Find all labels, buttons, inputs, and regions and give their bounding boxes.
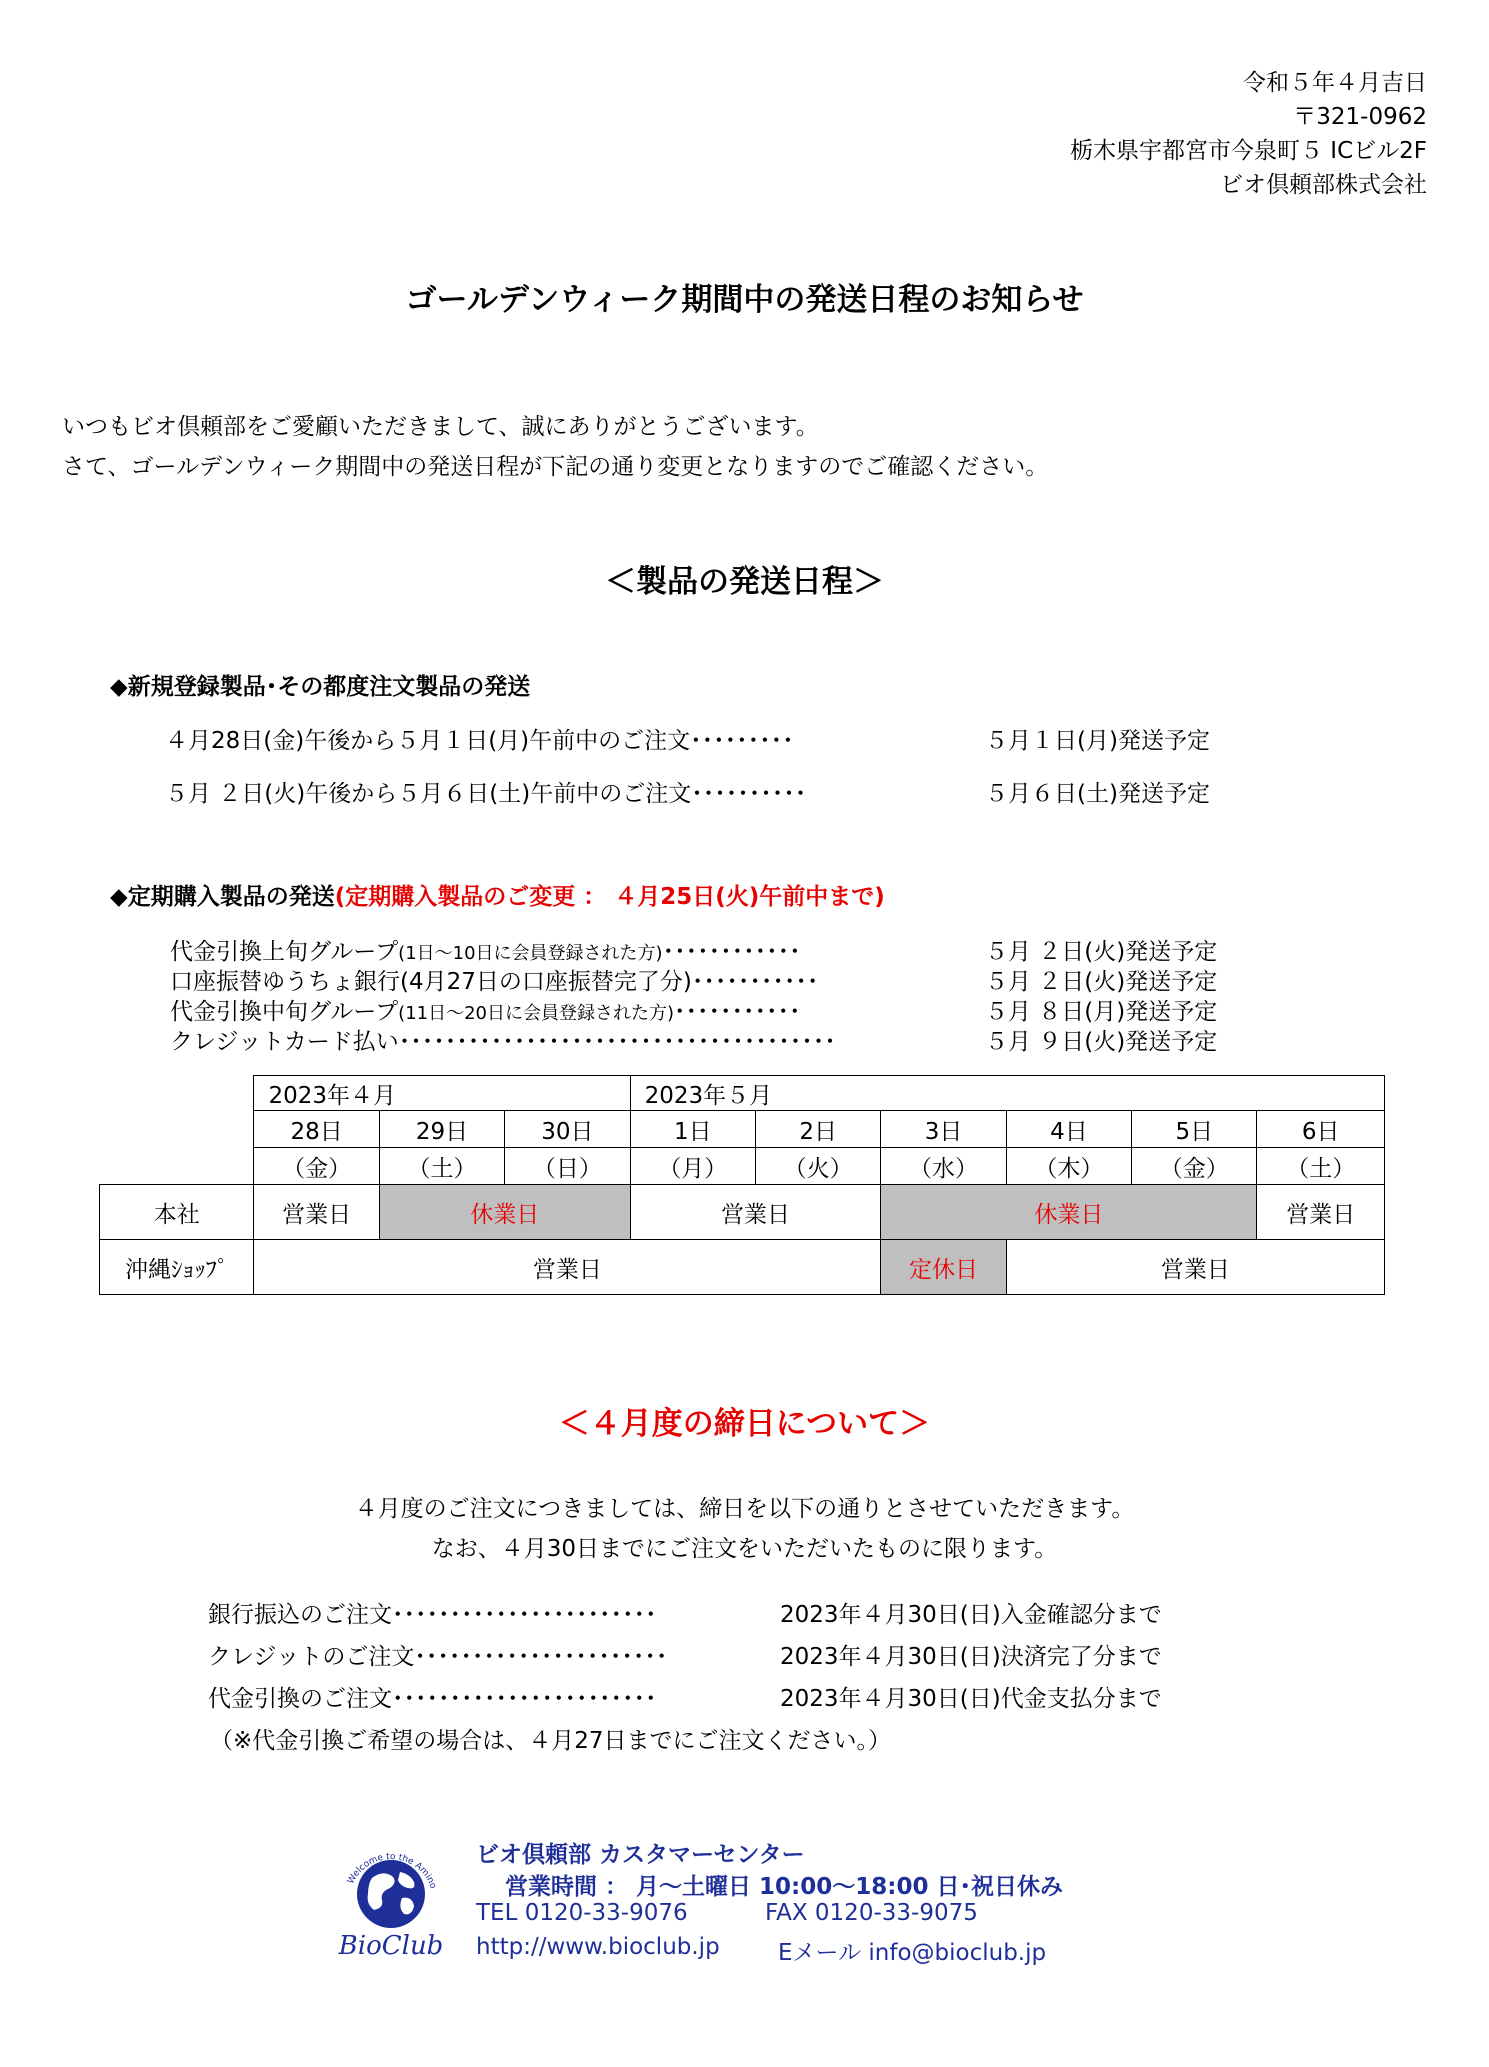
- subscription-change-deadline: (定期購入製品のご変更 ： ４月25日(火)午前中まで): [334, 884, 885, 910]
- month-april: 2023年４月: [254, 1076, 630, 1111]
- subscription-note: (1日～10日に会員登録された方): [398, 943, 663, 964]
- subscription-line-1: [170, 933, 801, 966]
- closing-bank-label: 銀行振込のご注文･･･････････････････････: [208, 1602, 657, 1628]
- weekday-cell: （土）: [1257, 1148, 1385, 1185]
- bioclub-logo: [320, 1836, 462, 1962]
- day-cell: 29日: [379, 1111, 504, 1148]
- status-closed: 休業日: [379, 1185, 630, 1240]
- fax-number: FAX 0120-33-9075: [765, 1900, 978, 1926]
- weekday-cell: （金）: [254, 1148, 379, 1185]
- closing-bank-deadline: 2023年４月30日(日)入金確認分まで: [780, 1602, 1162, 1628]
- weekday-cell: （木）: [1006, 1148, 1131, 1185]
- calendar-corner: [100, 1148, 254, 1185]
- calendar-month-row: [100, 1076, 1385, 1111]
- leader-dots: ･･･････････: [691, 969, 819, 995]
- leader-dots: ･･･････････: [674, 999, 801, 1025]
- day-cell: 1日: [630, 1111, 755, 1148]
- month-may: 2023年５月: [630, 1076, 1384, 1111]
- new-orders-ship-2: ５月６日(土)発送予定: [985, 781, 1210, 807]
- issue-date: 令和５年４月吉日: [1243, 70, 1427, 96]
- new-orders-ship-1: ５月１日(月)発送予定: [985, 728, 1210, 754]
- closing-intro-2: なお、４月30日までにご注文をいただいたものに限ります。: [431, 1536, 1058, 1562]
- leader-dots: ･･････････････････････････････････････: [398, 1029, 836, 1055]
- subscription-ship-2: ５月 ２日(火)発送予定: [985, 969, 1218, 995]
- status-regular-holiday: 定休日: [881, 1240, 1006, 1295]
- subscription-heading: ◆定期購入製品の発送: [110, 884, 335, 910]
- closing-section-title: ＜４月度の締日について＞: [558, 1406, 931, 1442]
- calendar-corner: [100, 1111, 254, 1148]
- row-label-okinawa-shop: 沖縄ｼｮｯﾌﾟ: [100, 1240, 254, 1295]
- calendar-row-okinawa-shop: [100, 1240, 1385, 1295]
- subscription-heading-row: [110, 878, 885, 911]
- day-cell: 28日: [254, 1111, 379, 1148]
- postal-code: 〒321-0962: [1293, 104, 1427, 130]
- status-open: 営業日: [1257, 1185, 1385, 1240]
- weekday-cell: （金）: [1132, 1148, 1257, 1185]
- subscription-line-3: [170, 993, 801, 1026]
- status-open: 営業日: [1006, 1240, 1384, 1295]
- calendar-corner: [100, 1076, 254, 1111]
- phone-number: TEL 0120-33-9076: [476, 1900, 688, 1926]
- day-cell: 6日: [1257, 1111, 1385, 1148]
- subscription-line-4: [170, 1023, 836, 1056]
- calendar-day-row: [100, 1111, 1385, 1148]
- weekday-cell: （火）: [755, 1148, 880, 1185]
- subscription-label: クレジットカード払い: [170, 1029, 399, 1055]
- document-title: ゴールデンウィーク期間中の発送日程のお知らせ: [405, 282, 1084, 318]
- product-section-title: ＜製品の発送日程＞: [605, 564, 884, 600]
- calendar-row-headquarters: [100, 1185, 1385, 1240]
- leader-dots: ････････････: [662, 939, 801, 965]
- business-hours: 営業時間 ： 月～土曜日 10:00～18:00 日･祝日休み: [505, 1874, 1063, 1900]
- weekday-cell: （月）: [630, 1148, 755, 1185]
- subscription-label: 代金引換中旬グループ: [170, 999, 399, 1025]
- new-orders-heading: ◆新規登録製品･その都度注文製品の発送: [110, 674, 531, 700]
- row-label-headquarters: 本社: [100, 1185, 254, 1240]
- subscription-label: 代金引換上旬グループ: [170, 939, 399, 965]
- status-open: 営業日: [254, 1240, 881, 1295]
- subscription-ship-4: ５月 ９日(火)発送予定: [985, 1029, 1218, 1055]
- subscription-line-2: [170, 963, 818, 996]
- logo-wordmark: BioClub: [338, 1931, 444, 1961]
- logo-tagline: Welcome to the Amino: [346, 1852, 438, 1891]
- closing-note: （※代金引換ご希望の場合は、４月27日までにご注文ください。）: [210, 1728, 892, 1754]
- status-open: 営業日: [630, 1185, 881, 1240]
- address: 栃木県宇都宮市今泉町５ ICビル2F: [1069, 138, 1427, 164]
- subscription-ship-3: ５月 ８日(月)発送予定: [985, 999, 1218, 1025]
- calendar-weekday-row: [100, 1148, 1385, 1185]
- weekday-cell: （土）: [379, 1148, 504, 1185]
- day-cell: 30日: [505, 1111, 630, 1148]
- intro-line-2: さて、ゴールデンウィーク期間中の発送日程が下記の通り変更となりますのでご確認ください。: [62, 454, 1049, 480]
- weekday-cell: （日）: [505, 1148, 630, 1185]
- website-link[interactable]: http://www.bioclub.jp: [476, 1934, 720, 1960]
- status-closed: 休業日: [881, 1185, 1257, 1240]
- email-link[interactable]: Eメール info@bioclub.jp: [778, 1940, 1047, 1966]
- day-cell: 3日: [881, 1111, 1006, 1148]
- day-cell: 2日: [755, 1111, 880, 1148]
- closing-credit-deadline: 2023年４月30日(日)決済完了分まで: [780, 1644, 1162, 1670]
- sender-block: [1070, 66, 1427, 202]
- subscription-ship-1: ５月 ２日(火)発送予定: [985, 939, 1218, 965]
- company-name: ビオ倶頼部株式会社: [1220, 172, 1427, 198]
- new-orders-period-1: ４月28日(金)午後から５月１日(月)午前中のご注文･････････: [165, 728, 794, 754]
- closing-credit-label: クレジットのご注文･･････････････････････: [208, 1644, 668, 1670]
- status-open: 営業日: [254, 1185, 379, 1240]
- closing-intro-1: ４月度のご注文につきましては、締日を以下の通りとさせていただきます。: [354, 1496, 1135, 1522]
- subscription-label: 口座振替ゆうちょ銀行(4月27日の口座振替完了分): [170, 969, 692, 995]
- day-cell: 4日: [1006, 1111, 1131, 1148]
- globe-logo-icon: [320, 1836, 462, 1962]
- weekday-cell: （水）: [881, 1148, 1006, 1185]
- intro-line-1: いつもビオ倶頼部をご愛顧いただきまして、誠にありがとうございます。: [62, 414, 819, 440]
- subscription-note: (11日～20日に会員登録された方): [398, 1003, 675, 1024]
- day-cell: 5日: [1132, 1111, 1257, 1148]
- closing-cod-deadline: 2023年４月30日(日)代金支払分まで: [780, 1686, 1162, 1712]
- closing-cod-label: 代金引換のご注文･･･････････････････････: [208, 1686, 657, 1712]
- business-calendar: [99, 1075, 1385, 1295]
- new-orders-period-2: ５月 ２日(火)午後から５月６日(土)午前中のご注文･･････････: [165, 781, 807, 807]
- customer-center-name: ビオ倶頼部 カスタマーセンター: [476, 1842, 805, 1868]
